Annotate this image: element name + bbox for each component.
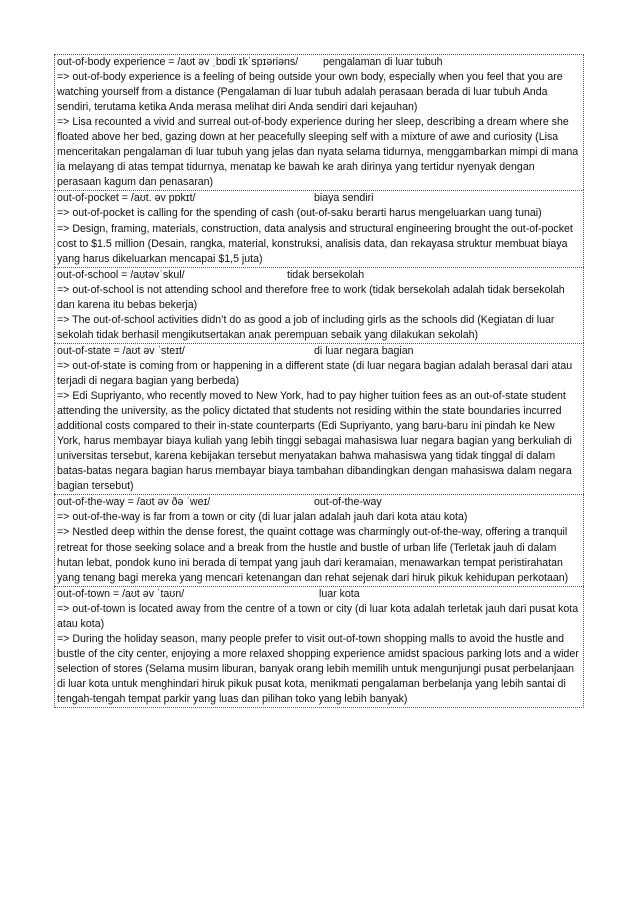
- entry-term: out-of-school = /aʊtəvˈskul/: [57, 268, 185, 281]
- entry-meaning: luar kota: [319, 587, 360, 600]
- entry-headline: [57, 268, 581, 283]
- vocabulary-document: [54, 54, 584, 708]
- entry-definition: => out-of-pocket is calling for the spending of cash (out-of-saku berarti harus mengeluarkan uang tunai): [57, 207, 542, 220]
- entry-example: => Lisa recounted a vivid and surreal out-of-body experience during her sleep, describing a dream where she floated above her bed, gazing down at her peacefully sleeping self with a mixture of awe and curiosity (Lisa menceritakan pengalaman di luar tubuh yang jelas dan nyata selama tidurnya, menggambarkan mimpi di mana ia melayang di atas tempat tidurnya, menatap ke bawah ke arah dirinya yang tertidur nyenyak dengan perasaan kagum dan penasaran): [57, 116, 579, 189]
- entry-headline: [57, 344, 581, 359]
- entry-example: => The out-of-school activities didn’t do as good a job of including girls as the schools did (Kegiatan di luar sekolah tidak berhasil mengikutsertakan anak perempuan sebaik yang dilakukan sekolah): [57, 313, 555, 341]
- entry-definition: => out-of-body experience is a feeling of being outside your own body, especially when you feel that you are watching yourself from a distance (Pengalaman di luar tubuh adalah perasaan berada di luar tubuh Anda sendiri, terutama ketika Anda merasa melihat diri Anda sendiri dari kejauhan): [57, 71, 563, 114]
- entry-example: => Design, framing, materials, construction, data analysis and structural engineering brought the out-of-pocket cost to $1.5 million (Desain, rangka, material, konstruksi, analisis data, dan rekayasa struktur membuat biaya yang harus dikeluarkan mencapai $1,5 juta): [57, 222, 573, 265]
- entry-term: out-of-town = /aʊt əv ˈtaʊn/: [57, 587, 185, 600]
- entry-meaning: out-of-the-way: [314, 496, 382, 509]
- entry-headline: [57, 587, 581, 602]
- entry-definition: => out-of-town is located away from the centre of a town or city (di luar kota adalah terletak jauh dari pusat kota atau kota): [57, 602, 579, 630]
- vocab-entry-out-of-body-experience: [54, 54, 584, 190]
- entry-headline: [57, 55, 581, 70]
- entry-meaning: di luar negara bagian: [314, 344, 414, 357]
- entry-definition: => out-of-school is not attending school and therefore free to work (tidak bersekolah adalah tidak bersekolah dan karena itu bebas bekerja): [57, 283, 565, 311]
- entry-headline: [57, 495, 581, 510]
- vocab-entry-out-of-school: [54, 267, 584, 343]
- entry-term: out-of-the-way = /aʊt əv ðə ˈweɪ/: [57, 496, 211, 509]
- entry-definition: => out-of-state is coming from or happening in a different state (di luar negara bagian adalah berasal dari atau terjadi di negara bagian yang berbeda): [57, 359, 573, 387]
- entry-term: out-of-body experience = /aʊt əv ˌbɒdi ɪkˈspɪəriəns/: [57, 56, 299, 68]
- entry-definition: => out-of-the-way is far from a town or city (di luar jalan adalah jauh dari kota atau kota): [57, 511, 468, 524]
- entry-example: => During the holiday season, many people prefer to visit out-of-town shopping malls to avoid the hustle and bustle of the city center, enjoying a more relaxed shopping experience amidst spacious parking lots and a wider selection of stores (Selama musim liburan, banyak orang lebih memilih untuk mengunjungi pusat perbelanjaan di luar kota untuk menghindari hiruk pikuk pusat kota, menikmati pengalaman berbelanja yang lebih santai di tengah-tengah tempat parkir yang luas dan pilihan toko yang lebih banyak): [57, 632, 579, 705]
- entry-example: => Nestled deep within the dense forest, the quaint cottage was charmingly out-of-the-way, offering a tranquil retreat for those seeking solace and a break from the hustle and bustle of urban life (Terletak jauh di dalam hutan lebat, pondok kuno ini berada di tempat yang jauh dari keramaian, menawarkan tempat peristirahatan yang tenang bagi mereka yang mencari ketenangan dan rehat sejenak dari hiruk pikuk kehidupan perkotaan): [57, 526, 569, 584]
- vocab-entry-out-of-the-way: [54, 494, 584, 585]
- vocab-entry-out-of-town: [54, 586, 584, 708]
- entry-headline: [57, 191, 581, 206]
- vocab-entry-out-of-state: [54, 343, 584, 494]
- entry-example: => Edi Supriyanto, who recently moved to New York, had to pay higher tuition fees as an out-of-state student attending the university, as the policy dictated that students not residing within the state boundaries incurred additional costs compared to their in-state counterparts (Edi Supriyanto, yang baru-baru ini pindah ke New York, harus membayar biaya kuliah yang lebih tinggi sebagai mahasiswa luar negara bagian yang berkuliah di universitas tersebut, karena kebijakan tersebut menyatakan bahwa mahasiswa yang tidak tinggal di dalam batas-batas negara bagian harus membayar biaya tambahan dibandingkan dengan mahasiswa dalam negara bagian tersebut): [57, 390, 572, 493]
- entry-term: out-of-state = /aʊt əv ˈsteɪt/: [57, 344, 185, 357]
- entry-meaning: biaya sendiri: [314, 192, 374, 205]
- entry-term: out-of-pocket = /aʊt. əv pɒkɪt/: [57, 192, 196, 205]
- vocab-entry-out-of-pocket: [54, 190, 584, 266]
- entry-meaning: pengalaman di luar tubuh: [323, 56, 443, 68]
- entry-meaning: tidak bersekolah: [287, 268, 365, 281]
